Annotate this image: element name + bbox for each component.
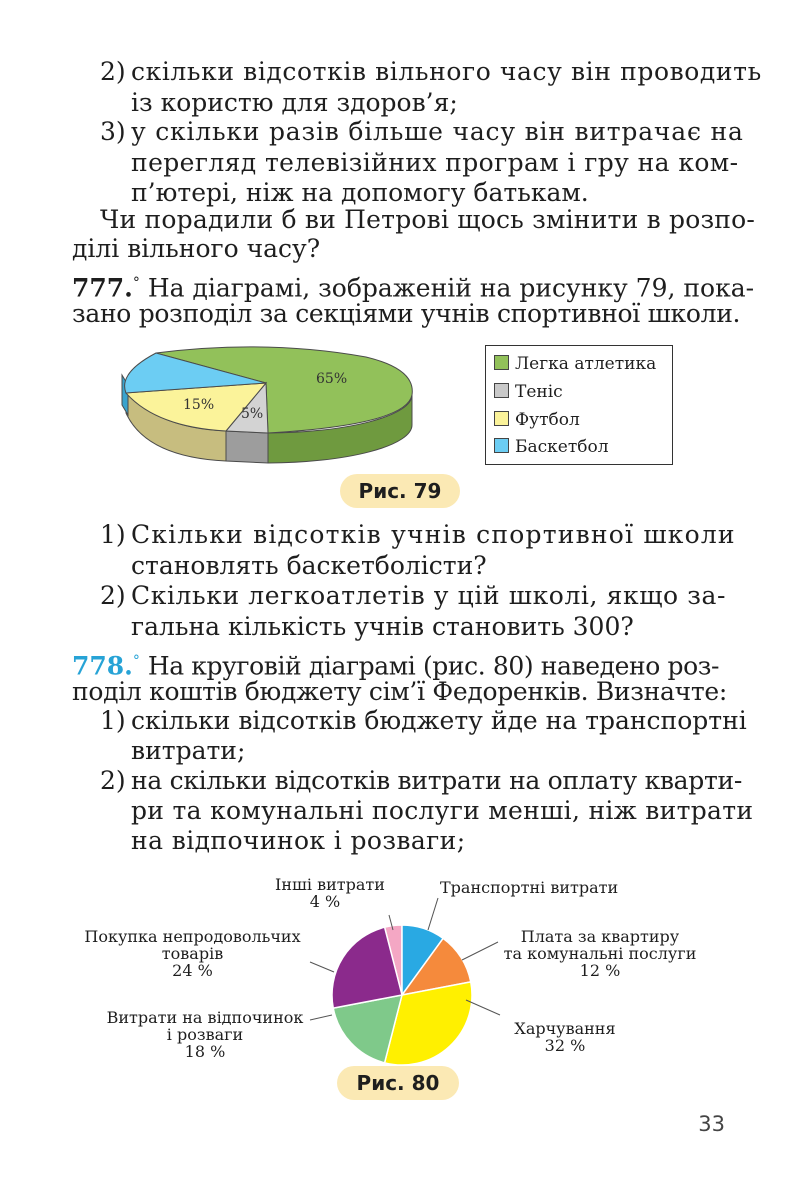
list-marker: 1) [100, 706, 126, 735]
label-value: 24 % [172, 961, 213, 980]
label-text: Витрати на відпочинок [106, 1008, 304, 1027]
question-text: витрати; [131, 736, 246, 765]
label-text: Покупка непродовольчих [84, 927, 301, 946]
question-text: скільки відсотків бюджету йде на транспортні [131, 706, 747, 735]
task-number: 778. [72, 651, 133, 681]
label-text: та комунальні послуги [503, 944, 697, 963]
label-text: Інші витрати [275, 875, 385, 894]
page-number: 33 [698, 1112, 725, 1136]
pie-side-tennis [226, 431, 268, 463]
list-marker: 2) [100, 766, 126, 795]
label-value: 32 % [544, 1036, 586, 1055]
task-text: На круговій діаграмі (рис. 80) наведено роз- [147, 651, 720, 681]
list-item-text: перегляд телевізійних програм і гру на ком- [131, 148, 739, 177]
list-marker: 3) [100, 117, 126, 146]
legend-item-football [494, 410, 580, 430]
task-number: 777. [72, 273, 133, 303]
legend-item-tennis [494, 382, 563, 402]
label-goods [70, 928, 315, 979]
pie-chart-79 [116, 345, 421, 470]
difficulty-mark: ° [132, 653, 140, 669]
task-text: На діаграмі, зображеній на рисунку 79, пока- [147, 273, 755, 303]
list-marker: 1) [100, 520, 126, 549]
question-text: Скільки відсотків учнів спортивної школи [131, 520, 736, 549]
task-text: поділ коштів бюджету сім’ї Федоренків. Визначте: [72, 677, 727, 706]
legend-label: Баскетбол [515, 437, 609, 457]
list-item-text: п’ютері, ніж на допомогу батькам. [131, 178, 589, 207]
legend-swatch [494, 438, 509, 453]
figure-caption-80: Рис. 80 [337, 1066, 459, 1100]
legend-item-basketball [494, 437, 609, 457]
question-text: на відпочинок і розваги; [131, 826, 466, 855]
question-text: ри та комунальні послуги менші, ніж витрати [131, 796, 754, 825]
list-marker: 2) [100, 57, 126, 86]
label-text: товарів [161, 944, 224, 963]
label-text: Плата за квартиру [520, 927, 680, 946]
difficulty-mark: ° [132, 275, 140, 291]
question-text: гальна кількість учнів становить 300? [131, 612, 634, 641]
list-marker: 2) [100, 581, 126, 610]
label-text: Транспортні витрати [440, 878, 619, 897]
label-food [505, 1020, 625, 1054]
slice-label-football: 15% [183, 397, 215, 413]
label-value: 4 % [309, 892, 341, 911]
legend-swatch [494, 383, 509, 398]
label-rent [485, 928, 715, 979]
slice-label-athletics: 65% [316, 371, 348, 387]
question-text: ділі вільного часу? [72, 234, 321, 263]
legend-item-athletics [494, 354, 656, 374]
label-value: 12 % [579, 961, 621, 980]
legend-swatch [494, 355, 509, 370]
figure-caption-79: Рис. 79 [340, 474, 460, 508]
question-text: Скільки легкоатлетів у цій школі, якщо за- [131, 581, 727, 610]
question-text: Чи порадили б ви Петрові щось змінити в розпо- [100, 205, 756, 234]
label-text: і розваги [166, 1025, 244, 1044]
legend-label: Футбол [515, 410, 580, 430]
legend-swatch [494, 411, 509, 426]
question-text: становлять баскетболісти? [131, 551, 487, 580]
legend-label: Легка атлетика [515, 354, 657, 374]
chart-legend [485, 345, 673, 465]
list-item-text: із користю для здоров’я; [131, 88, 458, 117]
slice-label-tennis: 5% [241, 406, 264, 422]
question-text: на скільки відсотків витрати на оплату кварти- [131, 766, 743, 795]
label-value: 18 % [184, 1042, 226, 1061]
label-transport [440, 879, 618, 896]
list-item-text: скільки відсотків вільного часу він проводить [131, 57, 762, 86]
legend-label: Теніс [515, 382, 563, 402]
label-other [275, 875, 385, 911]
label-leisure [95, 1009, 315, 1060]
list-item-text: у скільки разів більше часу він витрачає на [131, 117, 744, 146]
task-text: зано розподіл за секціями учнів спортивної школи. [72, 299, 741, 328]
label-text: Харчування [514, 1019, 616, 1038]
